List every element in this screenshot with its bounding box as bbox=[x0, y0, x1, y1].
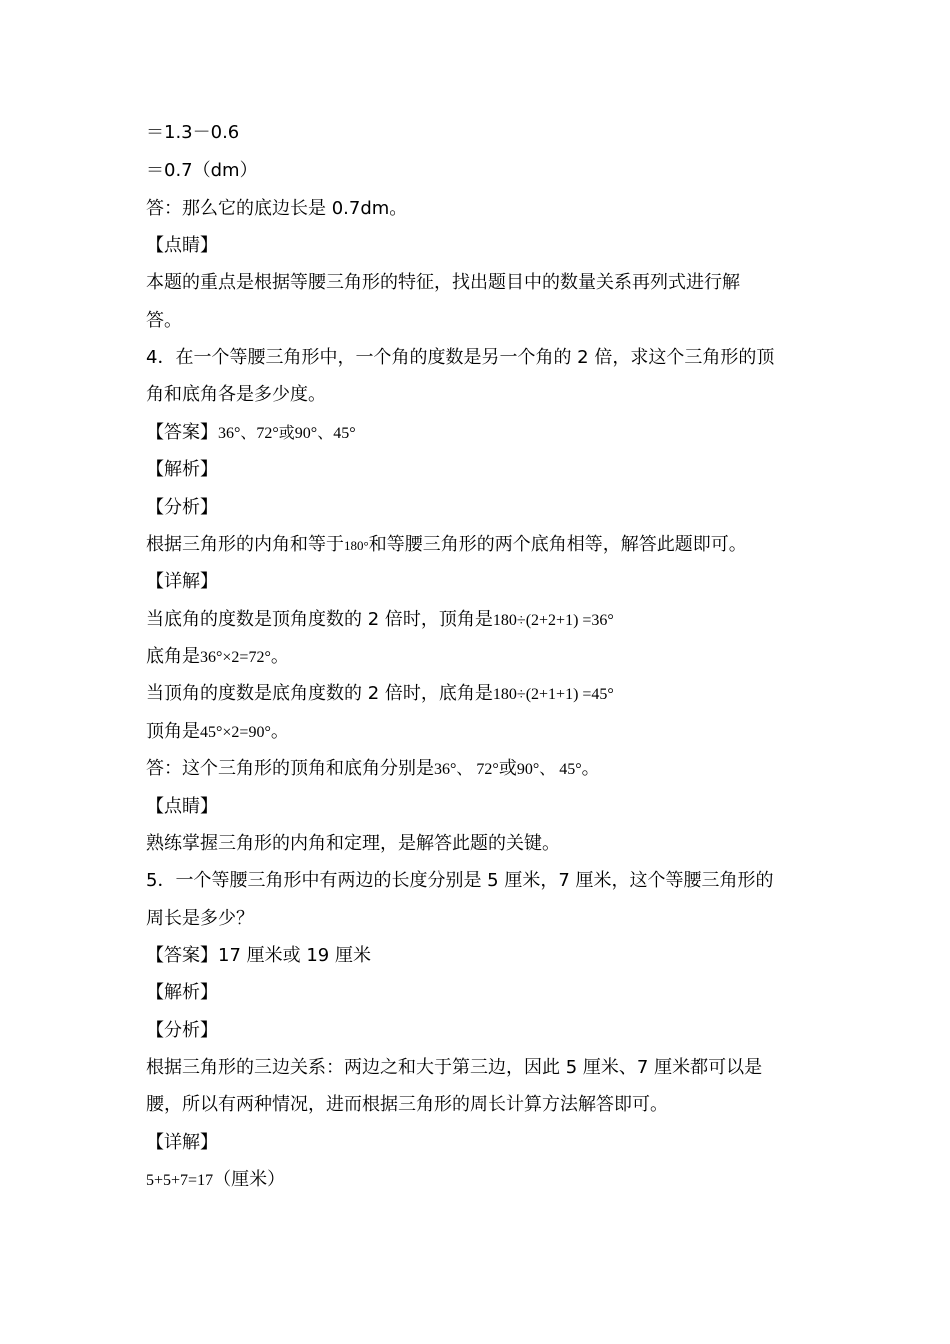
answer-math: 90°、 45° bbox=[516, 761, 582, 778]
step-math: 45°×2=90° bbox=[200, 724, 271, 741]
question-5-line: 周长是多少？ bbox=[146, 908, 254, 929]
paragraph-line: 腰，所以有两种情况，进而根据三角形的周长计算方法解答即可。 bbox=[146, 1094, 668, 1115]
step-end: 。 bbox=[270, 721, 289, 742]
q4-analysis bbox=[146, 533, 747, 558]
answer-text: 或 bbox=[498, 758, 517, 779]
analysis-text: 根据三角形的内角和等于 bbox=[146, 534, 344, 555]
paragraph-line: 根据三角形的三边关系：两边之和大于第三边，因此 5 厘米、7 厘米都可以是 bbox=[146, 1057, 763, 1078]
paragraph-line: 本题的重点是根据等腰三角形的特征，找出题目中的数量关系再列式进行解 bbox=[146, 272, 740, 293]
q4-step-4 bbox=[146, 720, 289, 745]
analysis-text: 和等腰三角形的两个底角相等，解答此题即可。 bbox=[368, 534, 747, 555]
question-4-line: 角和底角各是多少度。 bbox=[146, 384, 326, 405]
section-heading-jiexi: 【解析】 bbox=[146, 459, 218, 480]
paragraph-line: 熟练掌握三角形的内角和定理，是解答此题的关键。 bbox=[146, 833, 560, 854]
section-heading-jiexi: 【解析】 bbox=[146, 982, 218, 1003]
step-text: 当顶角的度数是底角度数的 2 倍时，底角是 bbox=[146, 683, 493, 704]
question-4-line: 4．在一个等腰三角形中，一个角的度数是另一个角的 2 倍，求这个三角形的顶 bbox=[146, 347, 775, 368]
answer-end: 。 bbox=[581, 758, 600, 779]
step-text: 当底角的度数是顶角度数的 2 倍时，顶角是 bbox=[146, 609, 493, 630]
section-heading-dianjing: 【点睛】 bbox=[146, 796, 218, 817]
q5-step-1 bbox=[146, 1168, 285, 1193]
q4-step-2 bbox=[146, 645, 289, 670]
answer-label: 【答案】 bbox=[146, 422, 218, 443]
step-math: 180÷(2+1+1) =45° bbox=[492, 686, 614, 703]
section-heading-fenxi: 【分析】 bbox=[146, 1020, 218, 1041]
section-heading-fenxi: 【分析】 bbox=[146, 497, 218, 518]
step-unit: （厘米） bbox=[213, 1169, 286, 1190]
section-heading-xiangjie: 【详解】 bbox=[146, 1132, 218, 1153]
step-math: 180÷(2+2+1) =36° bbox=[492, 612, 614, 629]
answer-line: 答：那么它的底边长是 0.7dm。 bbox=[146, 198, 408, 219]
question-5-line: 5．一个等腰三角形中有两边的长度分别是 5 厘米，7 厘米，这个等腰三角形的 bbox=[146, 870, 774, 891]
answer-math: 36°、 72° bbox=[434, 761, 499, 778]
step-text: 顶角是 bbox=[146, 721, 200, 742]
answer-value: 36°、72°或90°、45° bbox=[218, 425, 356, 442]
step-math: 5+5+7=17 bbox=[146, 1172, 214, 1189]
equation-line: ＝0.7（dm） bbox=[146, 160, 258, 181]
q4-final-answer bbox=[146, 757, 600, 782]
step-text: 底角是 bbox=[146, 646, 200, 667]
paragraph-line: 答。 bbox=[146, 310, 182, 331]
equation-line: ＝1.3－0.6 bbox=[146, 122, 240, 143]
q4-answer bbox=[146, 421, 356, 446]
q4-step-1 bbox=[146, 608, 614, 633]
section-heading-dianjing: 【点睛】 bbox=[146, 235, 218, 256]
q5-answer: 【答案】17 厘米或 19 厘米 bbox=[146, 945, 371, 966]
q4-step-3 bbox=[146, 682, 614, 707]
analysis-math: 180° bbox=[344, 538, 369, 553]
step-end: 。 bbox=[270, 646, 289, 667]
step-math: 36°×2=72° bbox=[200, 649, 271, 666]
answer-text: 答：这个三角形的顶角和底角分别是 bbox=[146, 758, 434, 779]
section-heading-xiangjie: 【详解】 bbox=[146, 571, 218, 592]
